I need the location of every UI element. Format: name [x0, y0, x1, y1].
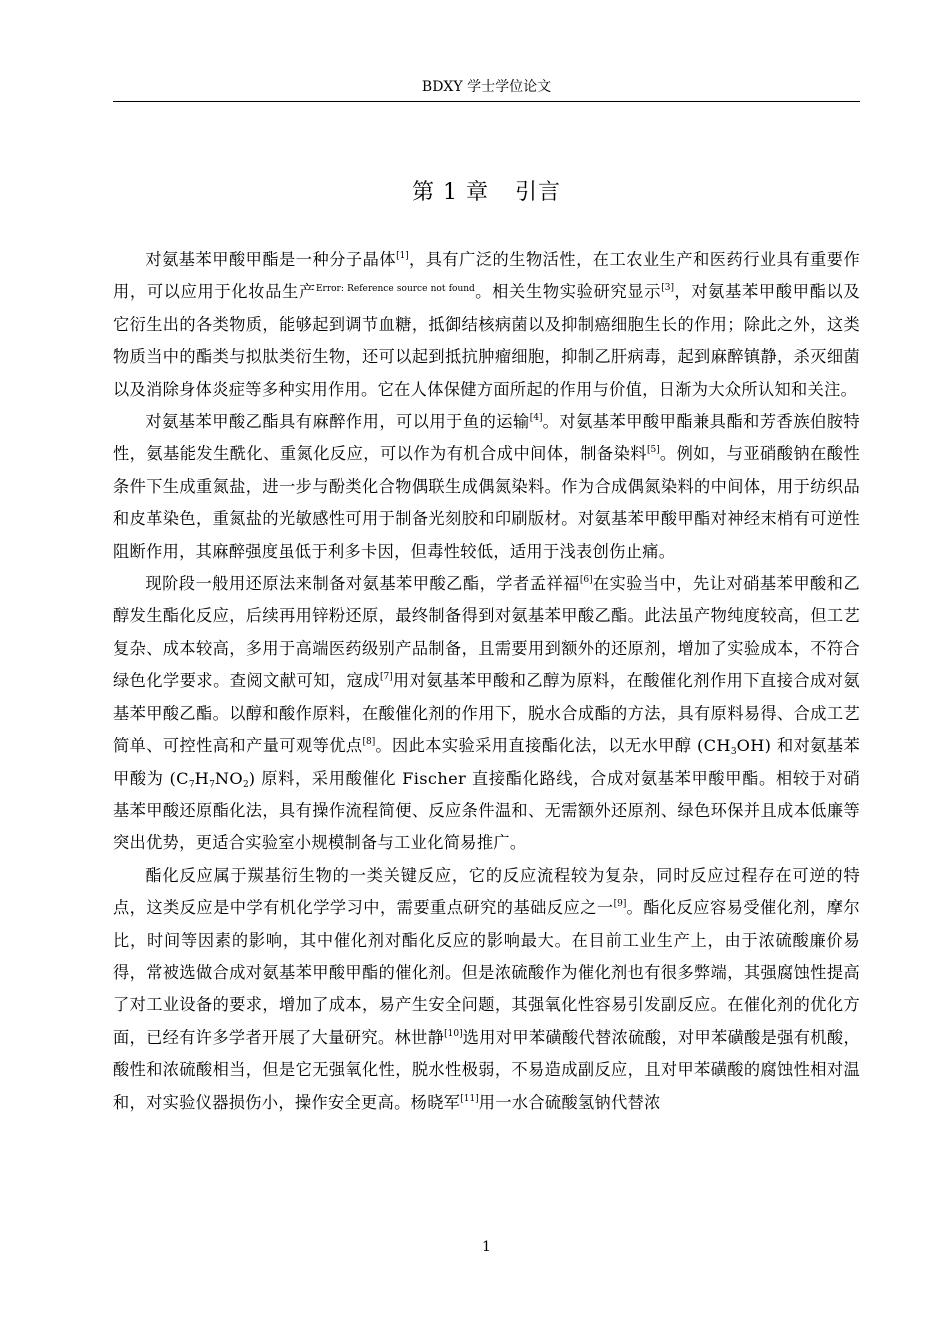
running-header: BDXY 学士学位论文 — [421, 79, 552, 95]
text-run: ，具有广泛的生物活性，在工农业生产和医药行业具有重要作用，可以应用于化妆品生产 — [113, 250, 861, 302]
reference-error: Error: Reference source not found — [315, 284, 475, 295]
subscript: 3 — [730, 747, 737, 758]
citation-7: [7] — [380, 672, 393, 683]
paragraph-3 — [113, 568, 860, 860]
text-run: 在实验当中，先让对硝基苯甲酸和乙醇发生酯化反应，后续再用锌粉还原，最终制备得到对氨基苯甲酸乙酯。此法虽产物纯度较高，但工艺复杂、成本较高，多用于高端医药级别产品制备，且需要用到额外的还原剂，增加了实验成本，不符合绿色化学要求。查阅文献可知，寇成 — [113, 574, 860, 691]
paragraph-1 — [113, 244, 860, 406]
text-run: 。相关生物实验研究显示 — [474, 282, 662, 302]
text-run: 用对氨基苯甲酸和乙醇为原料，在酸催化剂作用下直接合成对氨基苯甲酸乙酯。以醇和酸作原料，在酸催化剂的作用下，脱水合成酯的方法，具有原料易得、合成工艺简单、可控性高和产量可观等优点 — [113, 671, 860, 756]
subscript: 7 — [188, 779, 195, 790]
text-run: H — [194, 768, 210, 788]
citation-5: [5] — [647, 445, 660, 456]
subscript: 2 — [242, 779, 249, 790]
page-number: 1 — [482, 1239, 491, 1255]
text-run: 。酯化反应容易受催化剂，摩尔比，时间等因素的影响，其中催化剂对酯化反应的影响最大。在目前工业生产上，由于浓硫酸廉价易得，常被选做合成对氨基苯甲酸甲酯的催化剂。但是浓硫酸作为催化剂也有很多弊端，其强腐蚀性提高了对工业设备的要求，增加了成本，易产生安全问题，其强氧化性容易引发副反应。在催化剂的优化方面，已经有许多学者开展了大量研究。林世静 — [113, 898, 860, 1047]
text-run: 选用对甲苯磺酸代替浓硫酸，对甲苯磺酸是强有机酸，酸性和浓硫酸相当，但是它无强氧化性，脱水性极弱，不易造成副反应，且对甲苯磺酸的腐蚀性相对温和，对实验仪器损伤小，操作安全更高。杨晓军 — [113, 1027, 860, 1112]
citation-3: [3] — [661, 283, 674, 294]
citation-8: [8] — [362, 737, 376, 748]
citation-4: [4] — [529, 413, 543, 424]
citation-1: [1] — [396, 251, 409, 261]
citation-11: [11] — [460, 1093, 479, 1104]
header-rule — [113, 101, 860, 102]
paragraph-4 — [113, 860, 860, 1119]
text-run: 。例如，与亚硝酸钠在酸性条件下生成重氮盐，进一步与酚类化合物偶联生成偶氮染料。作为合成偶氮染料的中间体，用于纺织品和皮革染色，重氮盐的光敏感性可用于制备光刻胶和印刷版材。对氨基苯甲酸甲酯对神经末梢有可逆性阻断作用，其麻醉强度虽低于利多卡因，但毒性较低，适用于浅表创伤止痛。 — [113, 444, 860, 561]
citation-10: [10] — [444, 1028, 463, 1039]
text-run: 用一水合硫酸氢钠代替浓 — [478, 1092, 661, 1112]
text-run: 酯化反应属于羰基衍生物的一类关键反应，它的反应流程较为复杂，同时反应过程存在可逆的特点，这类反应是中学有机化学学习中，需要重点研究的基础反应之一 — [113, 865, 860, 918]
text-run: 对氨基苯甲酸乙酯具有麻醉作用，可以用于鱼的运输 — [145, 412, 530, 432]
text-run: 。因此本实验采用直接酯化法，以无水甲醇 (CH — [375, 736, 731, 756]
subscript: 7 — [209, 779, 215, 790]
text-run: 。对氨基苯甲酸甲酯兼具酯和芳香族伯胺特性，氨基能发生酰化、重氮化反应，可以作为有机合成中间体，制备染料 — [113, 412, 860, 464]
chapter-title — [113, 176, 860, 210]
text-run: NO — [214, 768, 243, 788]
chapter-number: 第 1 章 — [412, 180, 489, 205]
body-text — [113, 244, 860, 1119]
text-run: ) 原料，采用酸催化 Fischer 直接酯化路线，合成对氨基苯甲酸甲酯。相较于对硝基苯甲酸还原酯化法，具有操作流程简便、反应条件温和、无需额外还原剂、绿色环保并且成本低廉等突出优势，更适合实验室小规模制备与工业化简易推广。 — [113, 768, 860, 853]
paragraph-2 — [113, 406, 860, 568]
citation-6: [6] — [579, 575, 593, 586]
text-run: ，对氨基苯甲酸甲酯以及它衍生出的各类物质，能够起到调节血糖，抵御结核病菌以及抑制癌细胞生长的作用；除此之外，这类物质当中的酯类与拟肽类衍生物，还可以起到抵抗肿瘤细胞，抑制乙肝病毒，起到麻醉镇静，杀灭细菌以及消除身体炎症等多种实用作用。它在人体保健方面所起的作用与价值，日渐为大众所认知和关注。 — [113, 282, 860, 399]
chapter-name: 引言 — [514, 180, 561, 205]
text-run: OH) 和对氨基苯甲酸为 (C — [113, 736, 861, 788]
citation-9: [9] — [613, 899, 627, 910]
text-run: 对氨基苯甲酸甲酯是一种分子晶体 — [145, 250, 397, 269]
text-run: 现阶段一般用还原法来制备对氨基苯甲酸乙酯，学者孟祥福 — [145, 574, 580, 594]
